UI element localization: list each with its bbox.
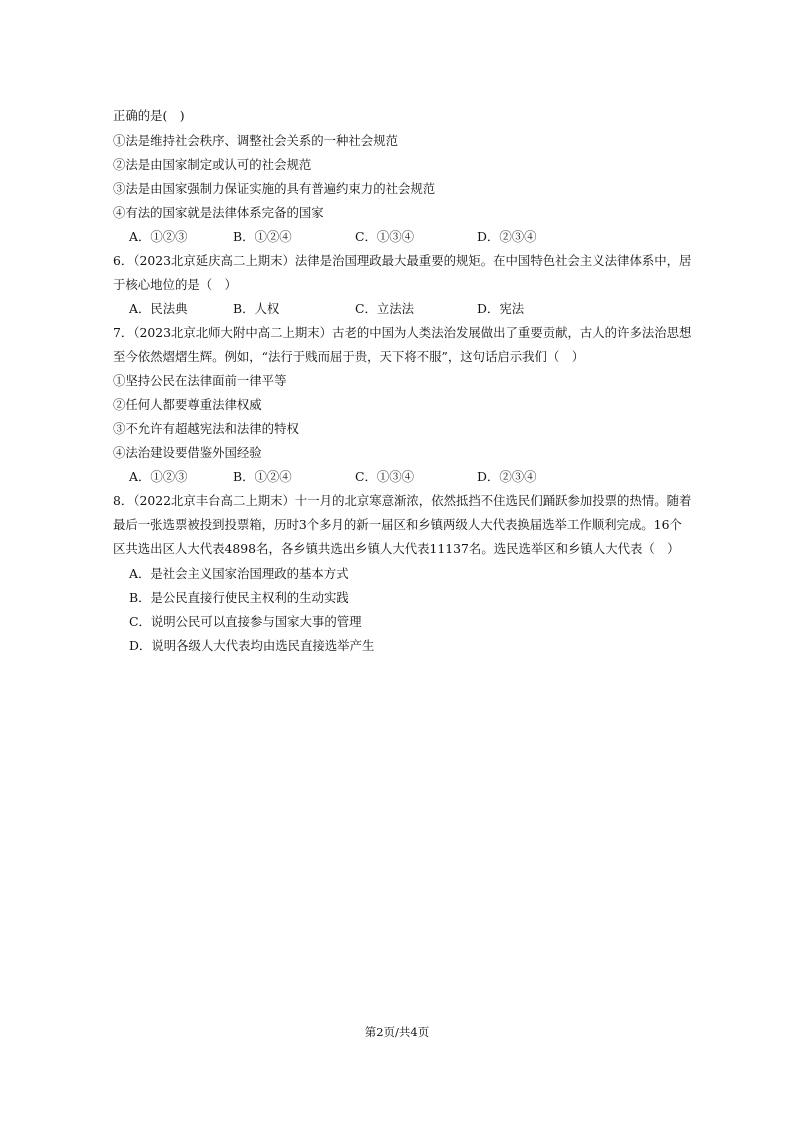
question-5-statement-4: ④有法的国家就是法律体系完备的国家	[113, 205, 324, 220]
question-8-stem-line-3: 区共选出区人大代表4898名，各乡镇共选出乡镇人大代表11137名。选民选举区和乡镇人大代表（ ）	[113, 541, 680, 556]
question-5-option-d: D．②③④	[477, 229, 537, 244]
question-7-statement-4: ④法治建设要借鉴外国经验	[113, 445, 262, 460]
question-5-statement-3: ③法是由国家强制力保证实施的具有普遍约束力的社会规范	[113, 181, 436, 196]
question-5-option-a: A．①②③	[129, 229, 188, 244]
question-6-stem-line-1: 6．（2023北京延庆高二上期末）法律是治国理政最大最重要的规矩。在中国特色社会主义法律体系中，居	[113, 253, 692, 268]
question-5-statement-2: ②法是由国家制定或认可的社会规范	[113, 157, 312, 172]
question-8-stem-line-2: 最后一张选票被投到投票箱，历时3个多月的新一届区和乡镇两级人大代表换届选举工作顺利完成。16个	[113, 517, 682, 532]
question-8-stem-line-1: 8．（2022北京丰台高二上期末）十一月的北京寒意渐浓，依然抵挡不住选民们踊跃参加投票的热情。随着	[113, 493, 692, 508]
question-7-stem-line-2: 至今依然熠熠生辉。例如，“法行于贱而屈于贵，天下将不服”，这句话启示我们（ ）	[113, 349, 585, 364]
question-7-option-d: D．②③④	[477, 469, 537, 484]
question-5-option-b: B．①②④	[233, 229, 292, 244]
question-7-stem-line-1: 7．（2023北京北师大附中高二上期末）古老的中国为人类法治发展做出了重要贡献，古人的许多法治思想	[113, 325, 692, 340]
question-5-option-c: C．①③④	[355, 229, 415, 244]
question-6-option-d: D．宪法	[477, 301, 525, 316]
question-7-option-c: C．①③④	[355, 469, 415, 484]
question-6-option-a: A．民法典	[129, 301, 188, 316]
question-6-stem-line-2: 于核心地位的是（ ）	[113, 277, 237, 292]
question-5-stem: 正确的是( )	[113, 108, 185, 123]
question-6-option-b: B．人权	[233, 301, 280, 316]
question-7-statement-2: ②任何人都要尊重法律权威	[113, 397, 262, 412]
question-7-option-a: A．①②③	[129, 469, 188, 484]
question-7-statement-1: ①坚持公民在法律面前一律平等	[113, 373, 287, 388]
question-6-option-c: C．立法法	[355, 301, 415, 316]
question-7-option-b: B．①②④	[233, 469, 292, 484]
question-8-option-a: A．是社会主义国家治国理政的基本方式	[129, 566, 349, 581]
question-8-option-b: B．是公民直接行使民主权利的生动实践	[129, 590, 349, 605]
question-8-option-c: C．说明公民可以直接参与国家大事的管理	[129, 614, 362, 629]
question-8-option-d: D．说明各级人大代表均由选民直接选举产生	[129, 638, 375, 653]
question-7-statement-3: ③不允许有超越宪法和法律的特权	[113, 421, 299, 436]
page-number: 第2页/共4页	[364, 1025, 430, 1039]
question-5-statement-1: ①法是维持社会秩序、调整社会关系的一种社会规范	[113, 133, 398, 148]
